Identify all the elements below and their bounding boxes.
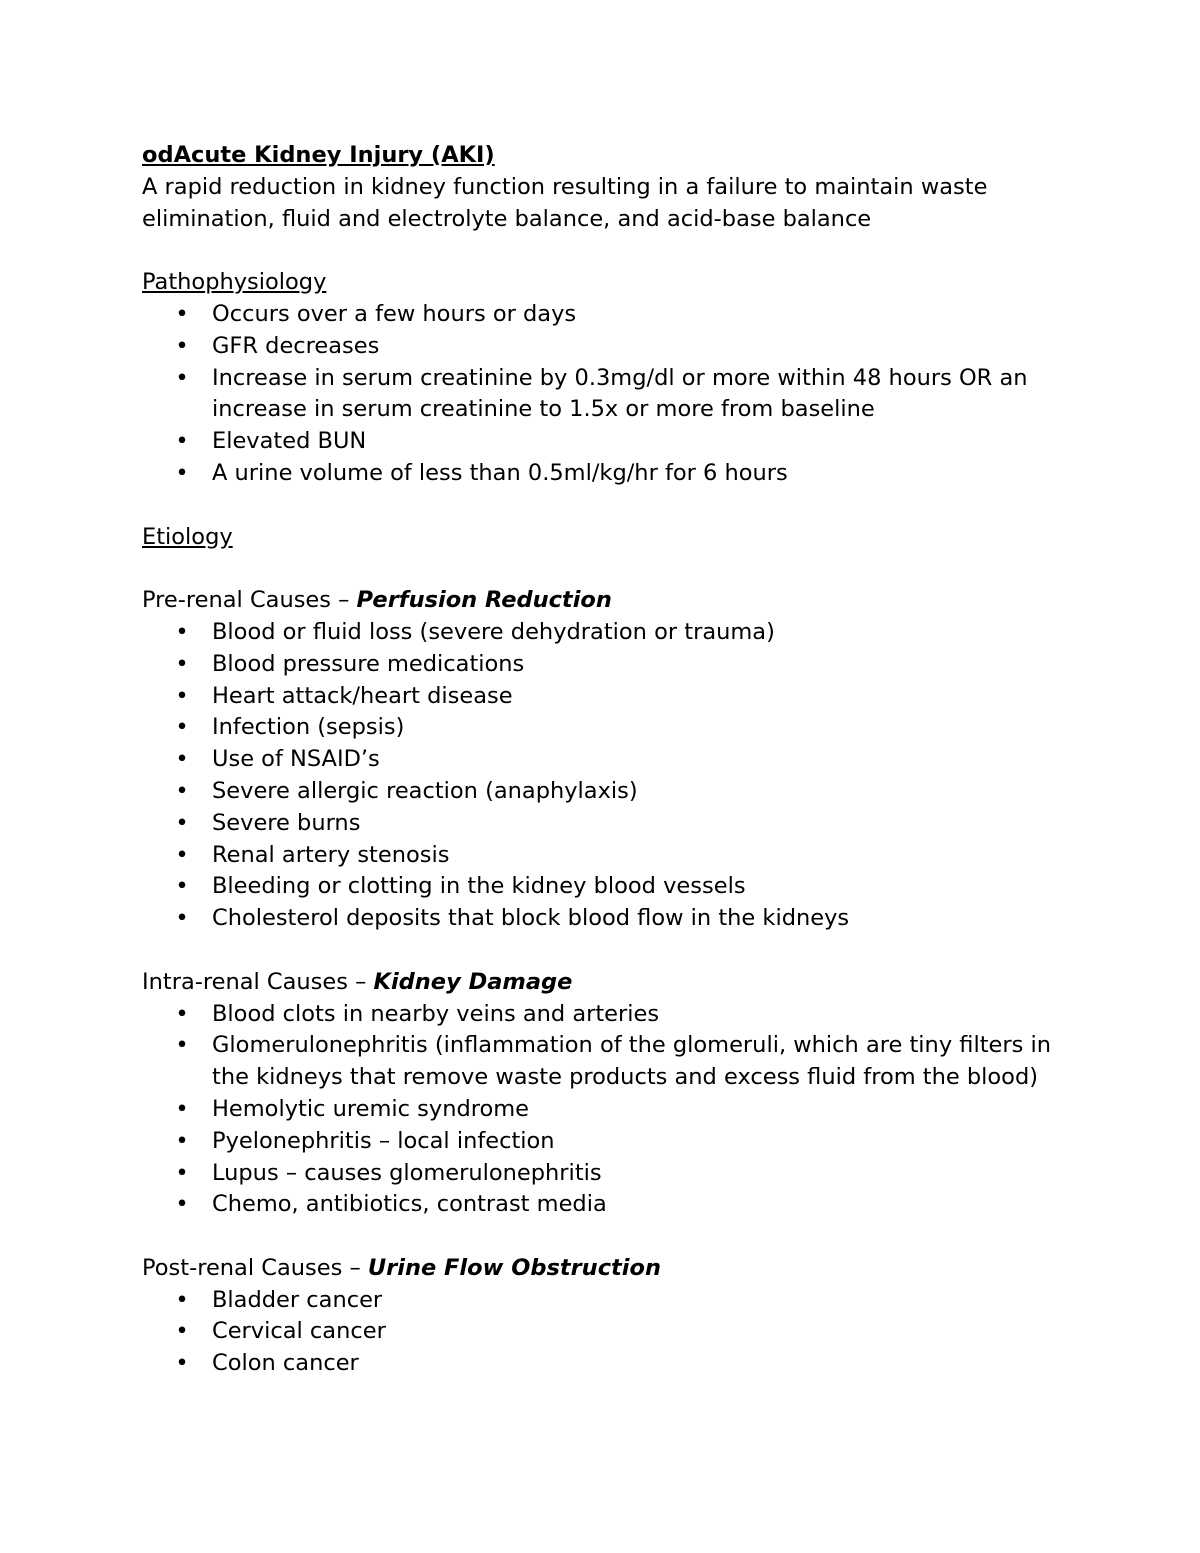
bullet-icon: •: [175, 905, 189, 932]
list-item: [142, 871, 1072, 903]
list-item-text: Cervical cancer: [212, 1318, 386, 1345]
list-item: [142, 1316, 1072, 1348]
list-item: [142, 808, 1072, 840]
bullet-icon: •: [175, 650, 189, 677]
list-item-text: Blood pressure medications: [212, 650, 525, 677]
bullet-icon: •: [175, 1191, 189, 1218]
list-item: [142, 776, 1072, 808]
pathophysiology-heading: Pathophysiology: [142, 269, 327, 296]
list-item-text: Bladder cancer: [212, 1286, 383, 1313]
list-item: [142, 903, 1072, 935]
bullet-icon: •: [175, 300, 189, 327]
postrenal-list: [142, 1285, 1072, 1380]
list-item-text: Infection (sepsis): [212, 714, 405, 741]
list-item-text: Bleeding or clotting in the kidney blood vessels: [212, 873, 746, 900]
prerenal-heading: [142, 585, 1072, 617]
list-item: [142, 458, 1072, 490]
bullet-icon: •: [175, 1318, 189, 1345]
list-item: [142, 744, 1072, 776]
intrarenal-list: [142, 999, 1072, 1222]
list-item-text: Hemolytic uremic syndrome: [212, 1095, 530, 1122]
intrarenal-label: Intra-renal Causes –: [142, 968, 374, 995]
spacer: [142, 490, 1072, 522]
bullet-icon: •: [175, 364, 189, 391]
list-item-text: Lupus – causes glomerulonephritis: [212, 1159, 602, 1186]
bullet-icon: •: [175, 428, 189, 455]
list-item: [142, 681, 1072, 713]
aki-definition: A rapid reduction in kidney function resulting in a failure to maintain waste elimination, fluid and electrolyte balance, and acid-base balance: [142, 173, 988, 232]
bullet-icon: •: [175, 1095, 189, 1122]
spacer: [142, 935, 1072, 967]
bullet-icon: •: [175, 1000, 189, 1027]
pathophysiology-list: [142, 299, 1072, 490]
list-item-text: Severe burns: [212, 809, 361, 836]
list-item: [142, 840, 1072, 872]
spacer: [142, 1221, 1072, 1253]
list-item-text: Pyelonephritis – local infection: [212, 1127, 555, 1154]
bullet-icon: •: [175, 873, 189, 900]
intrarenal-emphasis: Kidney Damage: [373, 968, 573, 995]
prerenal-list: [142, 617, 1072, 935]
list-item: [142, 426, 1072, 458]
list-item-text: Renal artery stenosis: [212, 841, 450, 868]
spacer: [142, 235, 1072, 267]
bullet-icon: •: [175, 809, 189, 836]
postrenal-label: Post-renal Causes –: [142, 1254, 368, 1281]
list-item-text: Cholesterol deposits that block blood flow in the kidneys: [212, 905, 850, 932]
bullet-icon: •: [175, 618, 189, 645]
postrenal-emphasis: Urine Flow Obstruction: [367, 1254, 661, 1281]
prerenal-emphasis: Perfusion Reduction: [356, 587, 612, 614]
list-item-text: Use of NSAID’s: [212, 746, 380, 773]
list-item-text: A urine volume of less than 0.5ml/kg/hr for 6 hours: [212, 459, 788, 486]
list-item-text: Chemo, antibiotics, contrast media: [212, 1191, 607, 1218]
list-item: [142, 299, 1072, 331]
list-item: [142, 1158, 1072, 1190]
list-item: [142, 1094, 1072, 1126]
bullet-icon: •: [175, 1032, 189, 1059]
spacer: [142, 553, 1072, 585]
list-item: [142, 331, 1072, 363]
list-item-text: Increase in serum creatinine by 0.3mg/dl or more within 48 hours OR an increase in serum creatinine to 1.5x or more from baseline: [212, 364, 1028, 423]
bullet-icon: •: [175, 1127, 189, 1154]
document-title: odAcute Kidney Injury (AKI): [142, 142, 495, 168]
list-item-text: Blood or fluid loss (severe dehydration or trauma): [212, 618, 775, 645]
list-item: [142, 1348, 1072, 1380]
document-page: [142, 140, 1072, 1380]
bullet-icon: •: [175, 682, 189, 709]
bullet-icon: •: [175, 1159, 189, 1186]
bullet-icon: •: [175, 332, 189, 359]
list-item-text: Severe allergic reaction (anaphylaxis): [212, 777, 638, 804]
list-item: [142, 649, 1072, 681]
list-item: [142, 617, 1072, 649]
bullet-icon: •: [175, 1350, 189, 1377]
bullet-icon: •: [175, 1286, 189, 1313]
list-item: [142, 1189, 1072, 1221]
list-item-text: Glomerulonephritis (inflammation of the glomeruli, which are tiny filters in the kidneys that remove waste products and excess fluid from the blood): [212, 1032, 1052, 1091]
list-item-text: GFR decreases: [212, 332, 380, 359]
list-item-text: Blood clots in nearby veins and arteries: [212, 1000, 660, 1027]
list-item-text: Occurs over a few hours or days: [212, 300, 577, 327]
list-item: [142, 999, 1072, 1031]
list-item-text: Heart attack/heart disease: [212, 682, 513, 709]
bullet-icon: •: [175, 777, 189, 804]
list-item: [142, 1126, 1072, 1158]
list-item: [142, 1030, 1072, 1094]
bullet-icon: •: [175, 746, 189, 773]
list-item: [142, 1285, 1072, 1317]
bullet-icon: •: [175, 714, 189, 741]
bullet-icon: •: [175, 841, 189, 868]
bullet-icon: •: [175, 459, 189, 486]
etiology-heading: Etiology: [142, 523, 233, 550]
postrenal-heading: [142, 1253, 1072, 1285]
list-item: [142, 712, 1072, 744]
list-item: [142, 363, 1072, 427]
list-item-text: Colon cancer: [212, 1350, 359, 1377]
intrarenal-heading: [142, 967, 1072, 999]
prerenal-label: Pre-renal Causes –: [142, 587, 357, 614]
list-item-text: Elevated BUN: [212, 428, 367, 455]
